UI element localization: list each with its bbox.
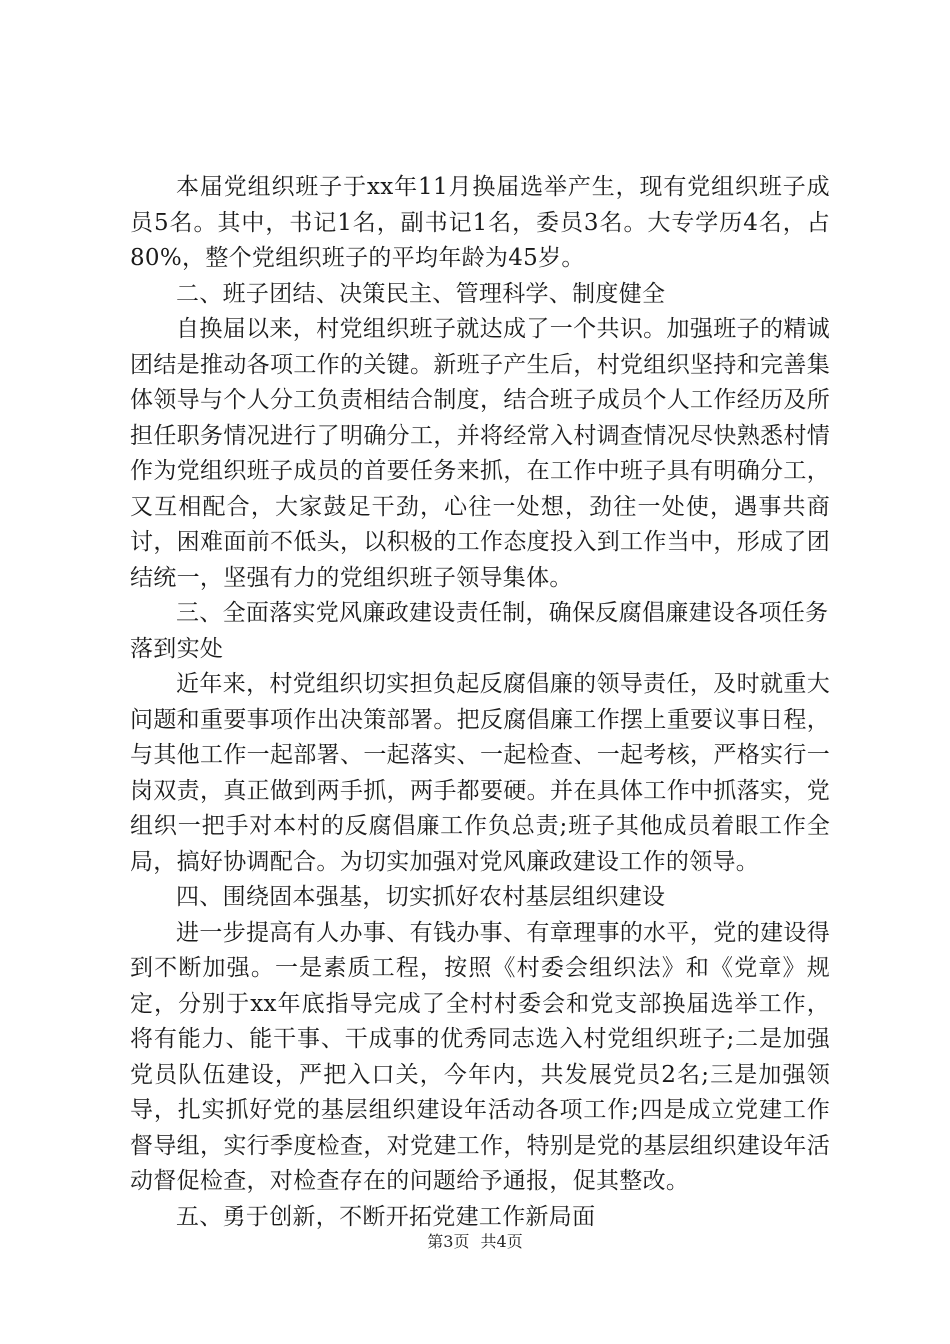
page-total: 共4页: [480, 1232, 523, 1251]
page-footer: [0, 1232, 950, 1252]
paragraph-grassroots-organization: 进一步提高有人办事、有钱办事、有章理事的水平，党的建设得到不断加强。一是素质工程，按照《村委会组织法》和《党章》规定，分别于xx年底指导完成了全村村委会和党支部换届选举工作，将有能力、能干事、干成事的优秀同志选入村党组织班子;二是加强党员队伍建设，严把入口关，今年内，共发展党员2名;三是加强领导，扎实抓好党的基层组织建设年活动各项工作;四是成立党建工作督导组，实行季度检查，对党建工作，特别是党的基层组织建设年活动督促检查，对检查存在的问题给予通报，促其整改。: [130, 919, 830, 1194]
page-number: 第3页: [427, 1232, 470, 1251]
section-heading-4: 四、围绕固本强基，切实抓好农村基层组织建设: [176, 884, 666, 910]
section-heading-5: 五、勇于创新，不断开拓党建工作新局面: [176, 1203, 596, 1230]
document-body: [130, 170, 830, 1235]
section-heading-3: 三、全面落实党风廉政建设责任制，确保反腐倡廉建设各项任务落到实处: [130, 600, 829, 662]
paragraph-leadership-composition: 本届党组织班子于xx年11月换届选举产生，现有党组织班子成员5名。其中，书记1名，副书记1名，委员3名。大专学历4名，占80%，整个党组织班子的平均年龄为45岁。: [130, 174, 830, 271]
paragraph-anti-corruption: 近年来，村党组织切实担负起反腐倡廉的领导责任，及时就重大问题和重要事项作出决策部署。把反腐倡廉工作摆上重要议事日程，与其他工作一起部署、一起落实、一起检查、一起考核，严格实行一岗双责，真正做到两手抓，两手都要硬。并在具体工作中抓落实，党组织一把手对本村的反腐倡廉工作负总责;班子其他成员着眼工作全局，搞好协调配合。为切实加强对党风廉政建设工作的领导。: [130, 671, 830, 875]
paragraph-team-unity: 自换届以来，村党组织班子就达成了一个共识。加强班子的精诚团结是推动各项工作的关键。新班子产生后，村党组织坚持和完善集体领导与个人分工负责相结合制度，结合班子成员个人工作经历及所担任职务情况进行了明确分工，并将经常入村调查情况尽快熟悉村情作为党组织班子成员的首要任务来抓，在工作中班子具有明确分工，又互相配合，大家鼓足干劲，心往一处想，劲往一处使，遇事共商讨，困难面前不低头，以积极的工作态度投入到工作当中，形成了团结统一，坚强有力的党组织班子领导集体。: [130, 316, 830, 591]
section-heading-2: 二、班子团结、决策民主、管理科学、制度健全: [176, 280, 666, 307]
